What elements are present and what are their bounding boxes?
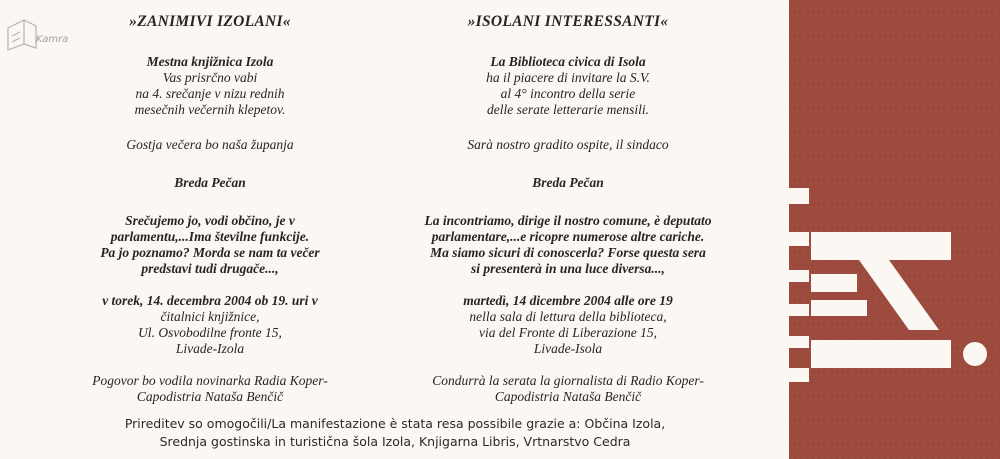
slovene-moderator-line: Pogovor bo vodila novinarka Radia Koper- [92, 373, 328, 388]
italian-event-line: nella sala di lettura della biblioteca, [469, 309, 667, 324]
italian-intro-line: al 4° incontro della serie [500, 86, 636, 101]
decorative-panel [789, 0, 1000, 459]
slovene-description-line: predstavi tudi drugače..., [141, 261, 279, 276]
kamra-watermark-text: Kamra [36, 34, 69, 45]
slovene-intro-line: mesečnih večernih klepetov. [134, 102, 286, 117]
italian-event-line: martedì, 14 dicembre 2004 alle ore 19 [463, 293, 673, 308]
slovene-intro-line: na 4. srečanje v nizu rednih [135, 86, 285, 101]
italian-description-line: La incontriamo, dirige il nostro comune, è deputato [424, 213, 712, 228]
slovene-description-line: Pa jo poznamo? Morda se nam ta večer [100, 245, 320, 260]
slovene-intro-line: Vas prisrčno vabi [162, 70, 258, 85]
slovene-moderator-line: Capodistria Nataša Benčič [136, 389, 284, 404]
slovene-event-line: v torek, 14. decembra 2004 ob 19. uri v [102, 293, 318, 308]
italian-intro-line: delle serate letterarie mensili. [487, 102, 649, 117]
slovene-event-line: čitalnici knjižnice, [160, 309, 260, 324]
slovene-description-line: parlamentu,...Ima številne funkcije. [110, 229, 310, 244]
italian-intro [348, 54, 788, 118]
slovene-event-line: Livade-Izola [175, 341, 245, 356]
ki-logo [789, 0, 1000, 459]
italian-description [348, 213, 788, 277]
italian-guest-name: Breda Pečan [532, 175, 604, 190]
italian-description-line: Ma siamo sicuri di conoscerla? Forse questa sera [430, 245, 706, 260]
italian-intro-line: La Biblioteca civica di Isola [490, 54, 646, 69]
italian-title: »ISOLANI INTERESSANTI« [467, 13, 669, 30]
italian-event [348, 293, 788, 357]
sponsors-footer [0, 415, 790, 451]
italian-moderator-line: Capodistria Nataša Benčič [494, 389, 642, 404]
slovene-guest-line: Gostja večera bo naša županja [126, 137, 294, 152]
italian-guest-line: Sarà nostro gradito ospite, il sindaco [467, 137, 669, 152]
italian-description-line: parlamentare,...e ricopre numerose altre cariche. [431, 229, 705, 244]
sponsors-line: Srednja gostinska in turistična šola Izola, Knjigarna Libris, Vrtnarstvo Cedra [159, 434, 631, 449]
sponsors-line: Prireditev so omogočili/La manifestazione è stata resa possibile grazie a: Občina Izola, [124, 416, 666, 431]
italian-column [348, 0, 788, 405]
italian-moderator-line: Condurrà la serata la giornalista di Radio Koper- [432, 373, 704, 388]
italian-description-line: si presenterà in una luce diversa..., [471, 261, 665, 276]
slovene-title: »ZANIMIVI IZOLANI« [129, 13, 291, 30]
slovene-description-line: Srečujemo jo, vodi občino, je v [125, 213, 295, 228]
slovene-guest-name: Breda Pečan [174, 175, 246, 190]
slovene-event-line: Ul. Osvobodilne fronte 15, [138, 325, 282, 340]
italian-event-line: Livade-Isola [533, 341, 603, 356]
italian-intro-line: ha il piacere di invitare la S.V. [486, 70, 650, 85]
slovene-intro-line: Mestna knjižnica Izola [146, 54, 274, 69]
italian-moderator [348, 373, 788, 405]
italian-event-line: via del Fronte di Liberazione 15, [479, 325, 657, 340]
